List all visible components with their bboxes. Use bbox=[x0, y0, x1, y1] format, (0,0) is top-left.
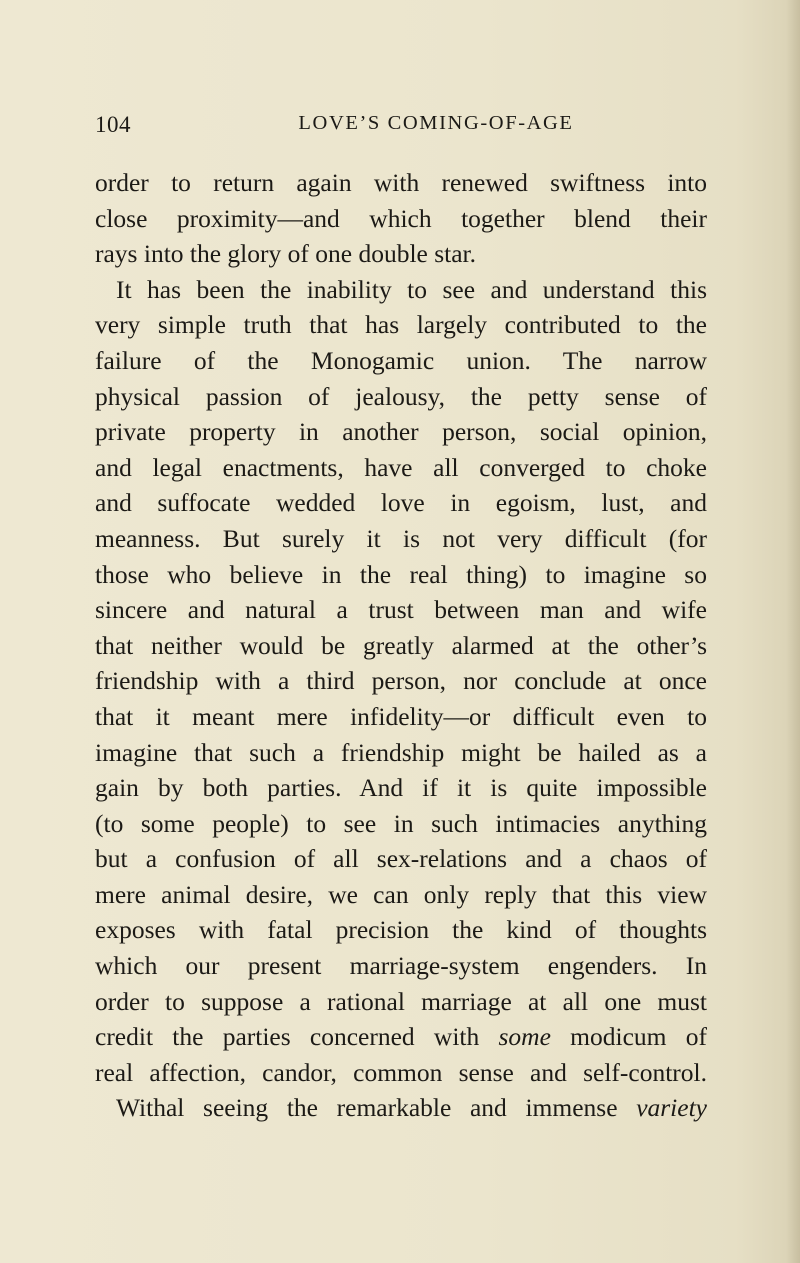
text-line: rays into the glory of one double star. bbox=[95, 239, 477, 269]
text-line: and suffocate wedded love in egoism, lust, and bbox=[95, 488, 707, 518]
text-line: which our present marriage-system engenders. In bbox=[95, 951, 707, 981]
text-line: close proximity—and which together blend their bbox=[95, 203, 707, 233]
text-segment: modicum of bbox=[550, 1022, 707, 1052]
text-line: private property in another person, social opinion, bbox=[95, 417, 707, 447]
italic-emphasis: some bbox=[498, 1022, 551, 1052]
text-line: that it meant mere infidelity—or difficult even to bbox=[95, 701, 707, 731]
text-line bbox=[95, 1019, 707, 1055]
text-line: friendship with a third person, nor conclude at once bbox=[95, 666, 707, 696]
text-line: that neither would be greatly alarmed at the other’s bbox=[95, 630, 707, 660]
page-edge-shadow bbox=[786, 0, 800, 1263]
running-header bbox=[95, 112, 705, 144]
text-line: failure of the Monogamic union. The narrow bbox=[95, 345, 707, 375]
text-line: physical passion of jealousy, the petty sense of bbox=[95, 381, 707, 411]
text-line: very simple truth that has largely contributed to the bbox=[95, 310, 707, 340]
running-title: LOVE’S COMING-OF-AGE bbox=[298, 112, 574, 134]
text-line: mere animal desire, we can only reply that this view bbox=[95, 879, 707, 909]
text-line: and legal enactments, have all converged to choke bbox=[95, 452, 707, 482]
page-number: 104 bbox=[95, 112, 131, 137]
italic-emphasis: variety bbox=[636, 1093, 707, 1123]
text-line: (to some people) to see in such intimacies anything bbox=[95, 808, 707, 838]
text-line: order to return again with renewed swiftness into bbox=[95, 168, 707, 197]
text-line bbox=[95, 1090, 707, 1126]
text-line: gain by both parties. And if it is quite impossible bbox=[95, 773, 707, 803]
body-text bbox=[95, 165, 707, 1126]
text-segment: Withal seeing the remarkable and immense bbox=[116, 1093, 637, 1123]
text-line: order to suppose a rational marriage at all one must bbox=[95, 986, 707, 1016]
text-line: real affection, candor, common sense and self-control. bbox=[95, 1057, 707, 1087]
text-line: but a confusion of all sex-relations and a chaos of bbox=[95, 844, 707, 874]
text-line: exposes with fatal precision the kind of thoughts bbox=[95, 915, 707, 945]
text-line: imagine that such a friendship might be hailed as a bbox=[95, 737, 707, 767]
text-segment: credit the parties concerned with bbox=[95, 1022, 499, 1052]
text-line: those who believe in the real thing) to imagine so bbox=[95, 559, 707, 589]
text-line: It has been the inability to see and understand this bbox=[116, 274, 707, 304]
text-line: sincere and natural a trust between man and wife bbox=[95, 595, 707, 625]
text-line: meanness. But surely it is not very difficult (for bbox=[95, 523, 707, 553]
